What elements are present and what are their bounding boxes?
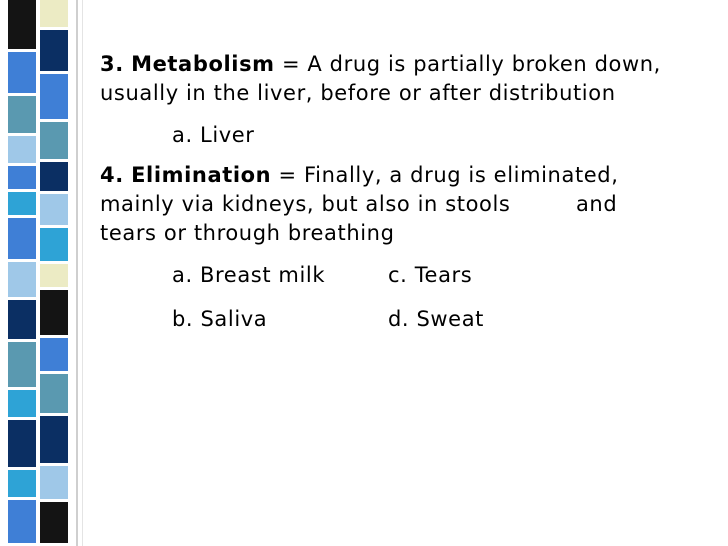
item-4-number: 4. (100, 163, 124, 187)
item-3-paragraph (100, 50, 700, 108)
item-4-definition-line-1: = Finally, a drug is eliminated, (271, 163, 619, 187)
item-4-sub-d: d. Sweat (388, 307, 485, 331)
item-3-term: Metabolism (131, 52, 275, 76)
item-4-sub-row-2 (100, 305, 700, 334)
item-4-sub-a: a. Breast milk (172, 263, 326, 287)
item-4-sub-c: c. Tears (388, 263, 473, 287)
item-4-sub-row-1 (100, 261, 700, 290)
decorative-strip (0, 0, 90, 546)
item-3-number: 3. (100, 52, 124, 76)
item-3-sub-a: a. Liver (172, 123, 255, 147)
strip-divider-light (82, 0, 83, 546)
item-4-definition-line-3: tears or through breathing (100, 221, 395, 245)
item-4-sub-b: b. Saliva (172, 307, 268, 331)
strip-divider (76, 0, 78, 546)
item-4-definition-line-2: mainly via kidneys, but also in stools and (100, 192, 618, 216)
slide-content (100, 50, 700, 334)
strip-column-right (40, 0, 68, 546)
item-4-term: Elimination (131, 163, 272, 187)
strip-column-left (8, 0, 36, 546)
item-3-definition: = A drug is partially broken down, usually in the liver, before or after distribution (100, 52, 661, 105)
item-4-paragraph (100, 161, 700, 248)
